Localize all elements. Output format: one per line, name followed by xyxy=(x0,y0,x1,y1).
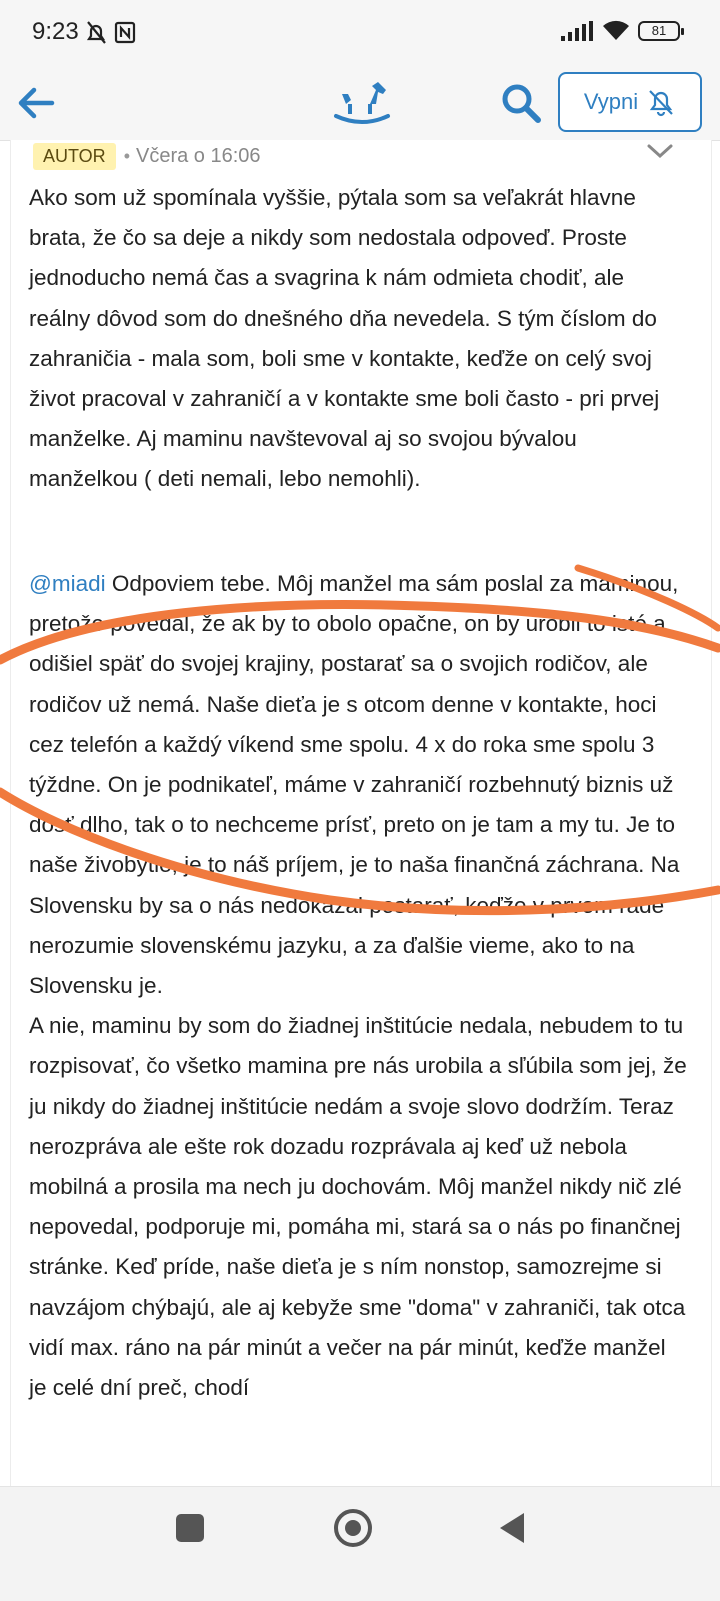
app-bar xyxy=(0,64,720,141)
back-triangle-icon[interactable] xyxy=(500,1513,524,1543)
nfc-icon xyxy=(116,23,134,42)
comment-paragraph-2 xyxy=(29,564,689,1408)
wifi-icon xyxy=(602,20,630,42)
status-right-icons xyxy=(560,20,680,42)
search-icon xyxy=(498,80,544,126)
battery-icon: 81 xyxy=(638,21,680,41)
recents-square-icon[interactable] xyxy=(176,1514,204,1542)
bell-off-icon xyxy=(646,87,676,117)
rocking-horse-logo[interactable] xyxy=(332,74,392,130)
system-nav-bar xyxy=(0,1486,720,1601)
comment-paragraph-1: Ako som už spomínala vyššie, pýtala som sa veľakrát hlavne brata, že čo sa deje a nikdy som nedostala odpoveď. Proste jednoducho nemá čas a svagrina k nám odmieta chodiť, ale reálny dôvod som do dnešného dňa nevedela. S tým číslom do zahraničia - mala som, boli sme v kontakte, keďže on celý svoj život pracoval v zahraničí a v kontakte sme boli často - pri prvej manželke. Aj maminu navštevoval aj so svojou bývalou manželkou ( deti nemali, lebo nemohli). xyxy=(29,185,660,492)
signal-icon xyxy=(560,21,594,41)
user-mention-link[interactable]: @miadi xyxy=(29,571,106,596)
status-left-icons xyxy=(86,20,146,51)
arrow-left-icon xyxy=(14,80,60,126)
home-circle-icon[interactable] xyxy=(334,1509,372,1547)
search-button[interactable] xyxy=(498,80,544,126)
status-time: 9:23 xyxy=(32,18,79,45)
chevron-down-icon xyxy=(645,140,675,164)
mute-notifications-button[interactable] xyxy=(558,72,702,132)
comment-post xyxy=(10,140,712,1512)
mute-label: Vypni xyxy=(583,89,639,114)
reply-text: Odpoviem tebe. Môj manžel ma sám poslal za maminou, pretože povedal, že ak by to obolo opačne, on by urobil to isté a odišiel späť do svojej krajiny, postarať sa o svojich rodičov, ale rodičov už nemá. Naše dieťa je s otcom denne v kontakte, hoci cez telefón a každý víkend sme spolu. 4 x do roka sme spolu 3 týždne. On je podnikateľ, máme v zahraničí rozbehnutý biznis už dosť dlho, tak o to nechceme prísť, preto on je tam a my tu. Je to naše živobytie, je to náš príjem, je to naša finančná záchrana. Na Slovensku by sa o nás nedokázal postarať, keďže v prvom rade nerozumie slovenskému jazyku, a za ďalšie vieme, ako to na Slovensku je. xyxy=(29,571,680,999)
comment-timestamp: Včera o 16:06 xyxy=(136,144,261,167)
back-button[interactable] xyxy=(14,80,60,126)
status-bar xyxy=(0,0,720,64)
meta-separator: • xyxy=(123,145,130,166)
notifications-off-icon xyxy=(88,22,105,43)
author-badge: AUTOR xyxy=(33,143,116,170)
comment-menu-button[interactable] xyxy=(645,140,675,164)
comment-meta xyxy=(33,140,261,172)
comment-paragraph-3: A nie, maminu by som do žiadnej inštitúcie nedala, nebudem to tu rozpisovať, čo všetko mamina pre nás urobila a sľúbila som jej, že ju nikdy do žiadnej inštitúcie nedám a svoje slovo dodržím. Teraz nerozpráva ale ešte rok dozadu rozprávala aj keď už nebola mobilná a prosila ma nech ju dochovám. Môj manžel nikdy nič zlé nepovedal, podporuje mi, pomáha mi, stará sa o nás po finančnej stránke. Keď príde, naše dieťa je s ním nonstop, samozrejme si navzájom chýbajú, ale aj kebyže sme "doma" v zahraniči, tak otca vidí max. ráno na pár minút a večer na pár minút, keďže manžel je celé dní preč, chodí xyxy=(29,1013,687,1401)
